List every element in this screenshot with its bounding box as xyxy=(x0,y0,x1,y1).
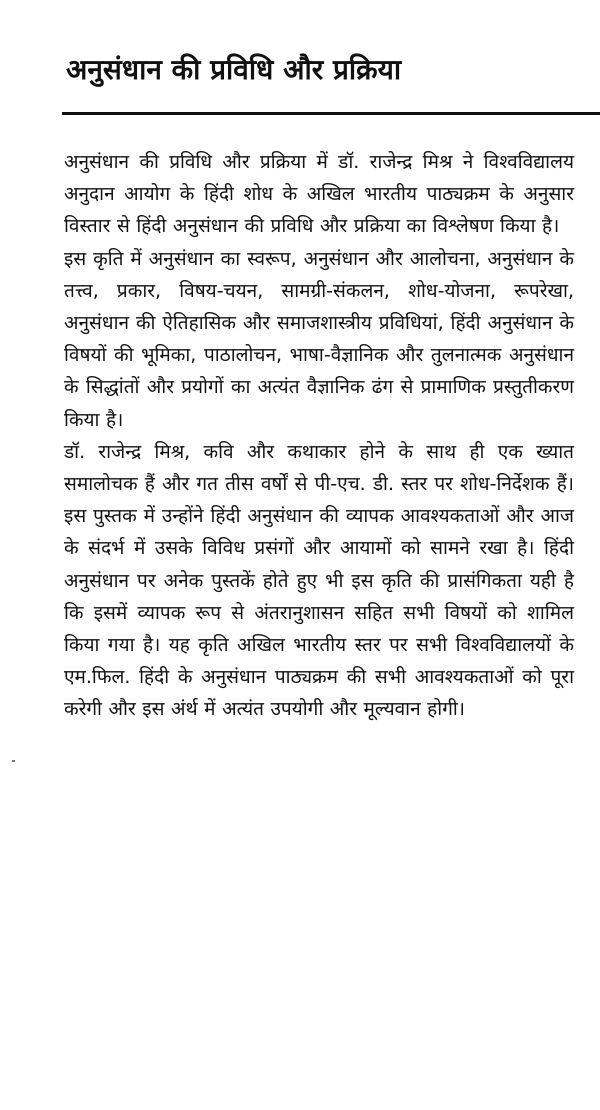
description-body xyxy=(64,146,574,726)
paragraph-author: डॉ. राजेन्द्र मिश्र, कवि और कथाकार होने के साथ ही एक ख्यात समालोचक हैं और गत तीस वर्षों से पी-एच. डी. स्तर पर शोध-निर्देशक हैं। इस पुस्तक में उन्होंने हिंदी अनुसंधान की व्यापक आवश्यकताओं और आज के संदर्भ में उसके विविध प्रसंगों और आयामों को सामने रखा है। हिंदी अनुसंधान पर अनेक पुस्तकें होते हुए भी इस कृति की प्रासंगिकता यही है कि इसमें व्यापक रूप से अंतरानुशासन सहित सभी विषयों को शामिल किया गया है। यह कृति अखिल भारतीय स्तर पर सभी विश्वविद्यालयों के एम.फिल. हिंदी के अनुसंधान पाठ्यक्रम की सभी आवश्यकताओं को पूरा करेगी और इस अंर्थ में अत्यंत उपयोगी और मूल्यवान होगी। xyxy=(64,440,574,721)
scan-speck xyxy=(12,760,15,762)
page-title: अनुसंधान की प्रविधि और प्रक्रिया xyxy=(66,53,402,86)
title-underline xyxy=(62,112,600,115)
paragraph-intro: अनुसंधान की प्रविधि और प्रक्रिया में डॉ. राजेन्द्र मिश्र ने विश्वविद्यालय अनुदान आयोग के हिंदी शोध के अखिल भारतीय पाठ्यक्रम के अनुसार विस्तार से हिंदी अनुसंधान की प्रविधि और प्रक्रिया का विश्लेषण किया है। xyxy=(64,151,574,238)
paragraph-contents: इस कृति में अनुसंधान का स्वरूप, अनुसंधान और आलोचना, अनुसंधान के तत्त्व, प्रकार, विषय-चयन, सामग्री-संकलन, शोध-योजना, रूपरेखा, अनुसंधान की ऐतिहासिक और समाजशास्त्रीय प्रविधियां, हिंदी अनुसंधान के विषयों की भूमिका, पाठालोचन, भाषा-वैज्ञानिक और तुलनात्मक अनुसंधान के सिद्धांतों और प्रयोगों का अत्यंत वैज्ञानिक ढंग से प्रामाणिक प्रस्तुतीकरण किया है। xyxy=(64,247,574,431)
